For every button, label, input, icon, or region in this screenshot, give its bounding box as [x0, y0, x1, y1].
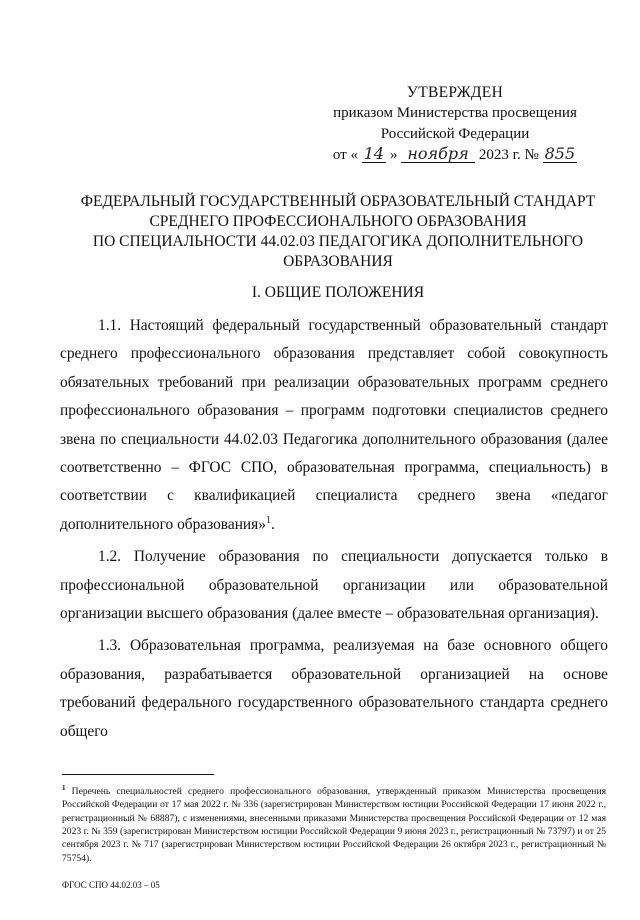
paragraph-1-1: [60, 312, 608, 539]
handwritten-day: 14: [363, 144, 385, 163]
title-line-4: ОБРАЗОВАНИЯ: [283, 253, 393, 270]
footnote-ref[interactable]: 1: [265, 514, 271, 526]
approval-word: УТВЕРЖДЕН: [406, 84, 504, 101]
section-heading: I. ОБЩИЕ ПОЛОЖЕНИЯ: [251, 284, 425, 301]
title-line-3: ПО СПЕЦИАЛЬНОСТИ 44.02.03 ПЕДАГОГИКА ДОПОЛНИТЕЛЬНОГО: [92, 233, 584, 250]
footnote: [62, 782, 606, 865]
approval-line-2: Российской Федерации: [380, 126, 530, 142]
date-year: 2023 г. №: [478, 147, 539, 163]
document-title: [60, 192, 616, 272]
document-body: [60, 312, 608, 750]
paragraph-1-2: 1.2. Получение образования по специальности допускается только в профессиональной образовательной организации или образовательной организации высшего образования (далее вместе – образовательная организация).: [60, 548, 608, 623]
date-mid: »: [389, 147, 398, 163]
approval-block: [320, 82, 590, 166]
page-footer: ФГОС СПО 44.02.03 – 05: [62, 880, 160, 890]
date-prefix: от «: [332, 147, 358, 163]
handwritten-number: 855: [544, 144, 576, 163]
paragraph-1-1-text: 1.1. Настоящий федеральный государственный образовательный стандарт среднего профессионального образования представляет собой совокупность обязательных требований при реализации образовательных программ среднего профессионального образования – программ подготовки специалистов среднего звена по специальности 44.02.03 Педагогика дополнительного образования (далее соответственно – ФГОС СПО, образовательная программа, специальность) в соответствии с квалификацией специалиста среднего звена «педагог дополнительного образования»: [60, 317, 608, 533]
footnote-text: Перечень специальностей среднего профессионального образования, утвержденный приказом Министерства просвещения Российской Федерации от 17 мая 2022 г. № 336 (зарегистрирован Министерством юстиции Российской Федерации 17 июня 2022 г., регистрационный № 68887), с изменениями, внесенными приказами Министерства просвещения Российской Федерации от 12 мая 2023 г. № 359 (зарегистрирован Министерством юстиции Российской Федерации 9 июня 2023 г., регистрационный № 73797) и от 25 сентября 2023 г. № 717 (зарегистрирован Министерством юстиции Российской Федерации 26 октября 2023 г., регистрационный № 75754).: [62, 786, 606, 864]
footnote-divider: [62, 774, 214, 775]
paragraph-1-1-end: .: [270, 515, 275, 533]
approval-date-line: [320, 145, 590, 166]
handwritten-month: ноября: [401, 146, 475, 163]
footnote-marker: 1: [62, 784, 66, 792]
title-line-1: ФЕДЕРАЛЬНЫЙ ГОСУДАРСТВЕННЫЙ ОБРАЗОВАТЕЛЬНЫЙ СТАНДАРТ: [80, 193, 596, 210]
approval-line-1: приказом Министерства просвещения: [333, 105, 577, 121]
paragraph-1-3: 1.3. Образовательная программа, реализуемая на базе основного общего образования, разрабатывается образовательной организацией на основе требований федерального государственного образовательного стандарта среднего общего: [60, 637, 608, 740]
title-line-2: СРЕДНЕГО ПРОФЕССИОНАЛЬНОГО ОБРАЗОВАНИЯ: [149, 213, 527, 230]
